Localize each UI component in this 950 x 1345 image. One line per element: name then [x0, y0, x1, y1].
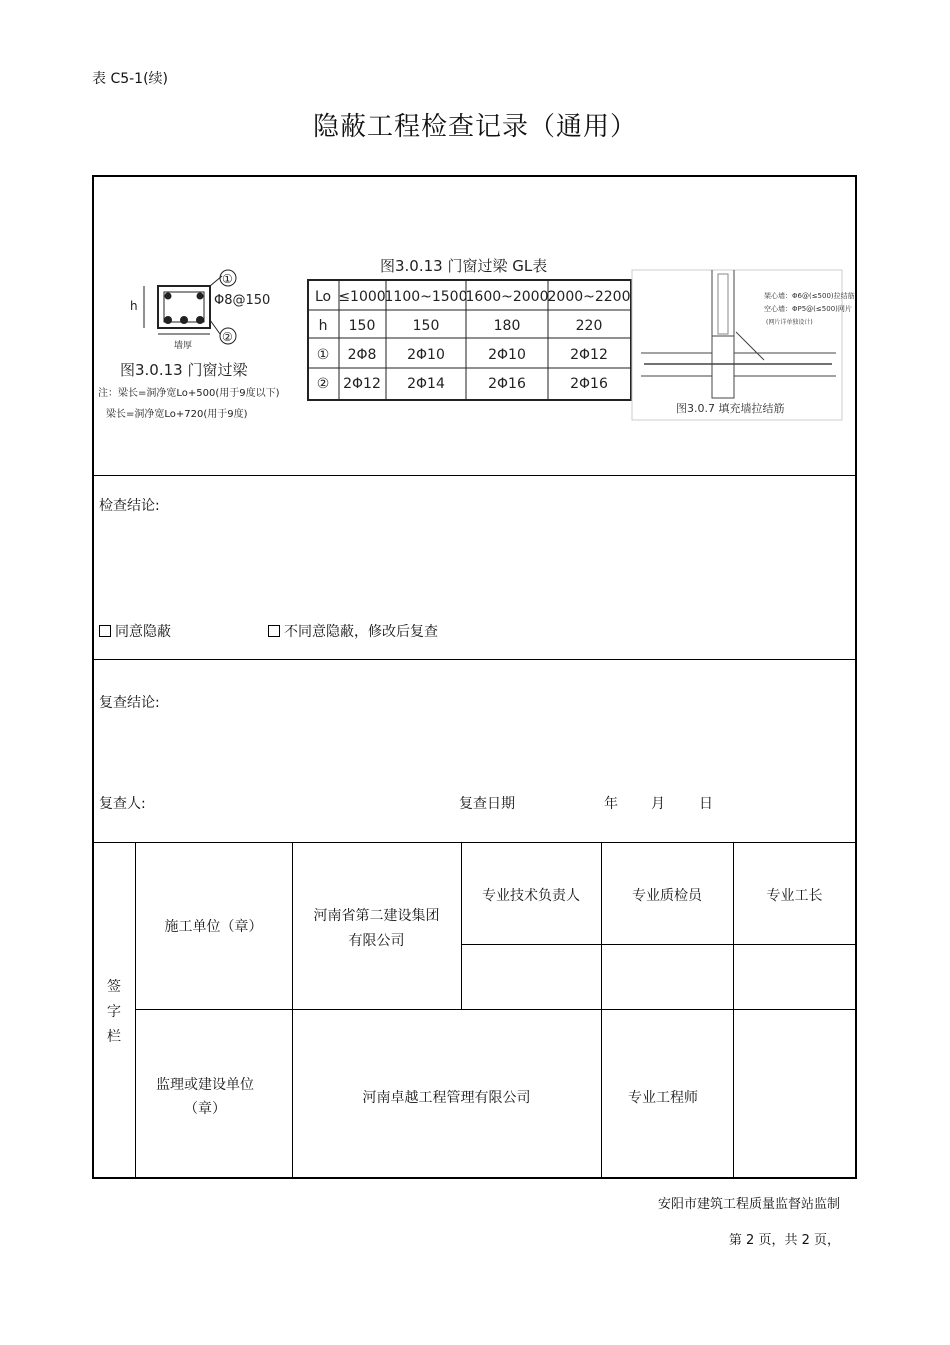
gl-table-cell: h [318, 318, 328, 334]
sig-col-2 [292, 842, 293, 1179]
disagree-checkbox[interactable] [268, 625, 280, 637]
sig-col-3 [461, 842, 462, 1009]
gl-table-cell: 2Φ10 [407, 347, 445, 363]
recheck-label: 复查结论: [99, 695, 160, 711]
divider-figures [93, 475, 856, 476]
rebar-label: Φ8@150 [214, 293, 271, 308]
sig-row-divider [135, 1009, 856, 1010]
gl-table-cell: 2Φ8 [347, 347, 377, 363]
gl-table-cell: 150 [412, 318, 440, 334]
disagree-label: 不同意隐蔽，修改后复查 [284, 624, 438, 640]
gl-table-cell: Lo [314, 289, 332, 305]
construction-company: 河南省第二建设集团 有限公司 [313, 908, 440, 949]
recheck-month: 月 [651, 796, 665, 812]
left-note-2: 梁长=洞净宽Lo+720(用于9度) [106, 409, 248, 420]
callout-1: ① [222, 272, 233, 286]
gl-table-cell: 180 [493, 318, 521, 334]
gl-table-cell: 2Φ12 [570, 347, 608, 363]
gl-table-cell: ≤1000 [338, 289, 386, 305]
gl-table-cell: 2Φ10 [488, 347, 526, 363]
gl-table-cell: 150 [348, 318, 376, 334]
callout-2: ② [222, 330, 233, 344]
drawing-figures [96, 248, 855, 424]
divider-recheck [93, 842, 856, 843]
wall-label: 墙厚 [174, 341, 193, 351]
figure-svg [96, 248, 855, 424]
recheck-year: 年 [604, 796, 618, 812]
form-code: 表 C5-1(续) [92, 71, 169, 87]
sig-col-1 [135, 842, 136, 1179]
left-caption: 图3.0.13 门窗过梁 [120, 361, 248, 379]
gl-table-cell: 220 [575, 318, 603, 334]
divider-inspection [93, 659, 856, 660]
gl-table-cell: 2000~2200 [547, 289, 631, 305]
construction-unit-label: 施工单位（章） [164, 919, 263, 935]
page-number: 第 2 页，共 2 页， [728, 1233, 840, 1248]
left-note-1: 注：梁长=洞净宽Lo+500(用于9度以下) [98, 388, 280, 399]
recheck-day: 日 [699, 796, 713, 812]
gl-table-cell: 2Φ14 [407, 376, 445, 392]
agree-checkbox[interactable] [99, 625, 111, 637]
agree-label: 同意隐蔽 [115, 624, 171, 640]
right-caption: 图3.0.7 填充墙拉结筋 [676, 402, 785, 415]
sig-inner-row [461, 944, 856, 945]
gl-table-cells [315, 289, 631, 392]
gl-table-cell: 2Φ16 [570, 376, 608, 392]
foreman-label: 专业工长 [766, 888, 823, 904]
engineer-label: 专业工程师 [628, 1090, 698, 1106]
right-note-3: (网片详单独设计) [766, 319, 813, 326]
inspection-label: 检查结论: [99, 498, 160, 514]
recheck-date-label: 复查日期 [459, 796, 515, 812]
quality-inspector-label: 专业质检员 [632, 888, 702, 904]
table-caption: 图3.0.13 门窗过梁 GL表 [380, 257, 548, 275]
right-note-1: 架心墙：Φ6@(≤500)拉结筋 [764, 292, 855, 300]
issuer-note: 安阳市建筑工程质量监督站监制 [657, 1197, 840, 1212]
supervision-unit-label: 监理或建设单位 （章） [156, 1077, 254, 1117]
gl-table-cell: 2Φ12 [343, 376, 381, 392]
tech-lead-label: 专业技术负责人 [482, 888, 580, 904]
gl-table-cell: ① [316, 347, 330, 363]
signature-section-label: 签 字 栏 [107, 979, 121, 1045]
right-note-2: 空心墙：ΦP5@(≤500)网片 [764, 305, 852, 313]
recheck-person-label: 复查人: [99, 796, 146, 812]
gl-table-cell: 1600~2000 [465, 289, 549, 305]
disagree-option[interactable] [268, 621, 438, 641]
gl-table-cell: 2Φ16 [488, 376, 526, 392]
page-title: 隐蔽工程检查记录（通用） [312, 112, 637, 142]
supervision-company: 河南卓越工程管理有限公司 [362, 1090, 531, 1106]
agree-option[interactable] [99, 621, 171, 641]
dim-h: h [130, 299, 138, 313]
gl-table-cell: ② [316, 376, 330, 392]
gl-table-cell: 1100~1500 [384, 289, 468, 305]
